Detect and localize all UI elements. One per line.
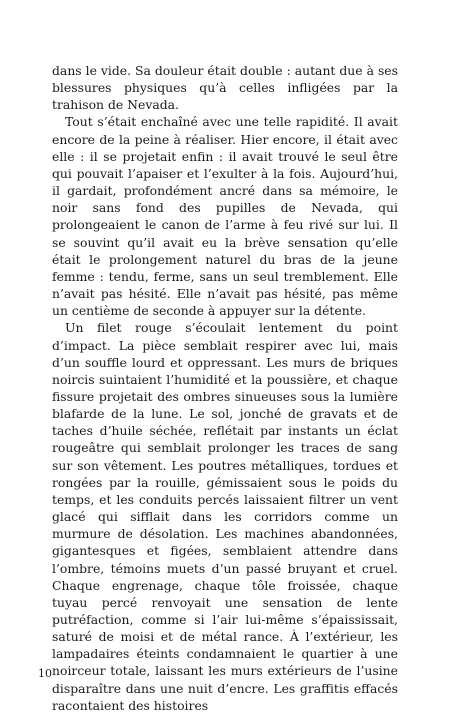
book-page-text xyxy=(52,62,398,714)
paragraph-1: dans le vide. Sa douleur était double : autant due à ses blessures physiques qu’à celles infligées par la trahison de Nevada. xyxy=(52,63,398,113)
page-number: 10 xyxy=(38,667,52,680)
paragraph-3: Un filet rouge s’écoulait lentement du point d’impact. La pièce semblait respirer avec lui, mais d’un souffle lourd et oppressant. Les murs de briques noircis suintaient l’humidité et la poussière, et chaque fissure projetait des ombres sinueuses sous la lumière blafarde de la lune. Le sol, jonché de gravats et de taches d’huile séchée, reflétait par instants un éclat rougeâtre qui semblait prolonger les traces de sang sur son vêtement. Les poutres métalliques, tordues et rongées par la rouille, gémissaient sous le poids du temps, et les conduits percés laissaient filtrer un vent glacé qui sifflait dans les corridors comme un murmure de désolation. Les machines abandonnées, gigantesques et figées, semblaient attendre dans l’ombre, témoins muets d’un passé bruyant et cruel. Chaque engrenage, chaque tôle froissée, chaque tuyau percé renvoyait une sensation de lente putréfaction, comme si l’air lui-même s’épaississait, saturé de moisi et de métal rance. À l’extérieur, les lampadaires éteints condamnaient le quartier à une noirceur totale, laissant les murs extérieurs de l’usine disparaître dans une nuit d’encre. Les graffitis effacés racontaient des histoires xyxy=(52,320,398,713)
paragraph-2: Tout s’était enchaîné avec une telle rapidité. Il avait encore de la peine à réaliser. Hier encore, il était avec elle : il se projetait enfin : il avait trouvé le seul être qui pouvait l’apaiser et l’exulter à la fois. Aujourd’hui, il gardait, profondément ancré dans sa mémoire, le noir sans fond des pupilles de Nevada, qui prolongeaient le canon de l’arme à feu rivé sur lui. Il se souvint qu’il avait eu la brève sensation qu’elle était le prolongement naturel du bras de la jeune femme : tendu, ferme, sans un seul tremblement. Elle n’avait pas hésité. Elle n’avait pas hésité, pas même un centième de seconde à appuyer sur la détente. xyxy=(52,114,398,319)
